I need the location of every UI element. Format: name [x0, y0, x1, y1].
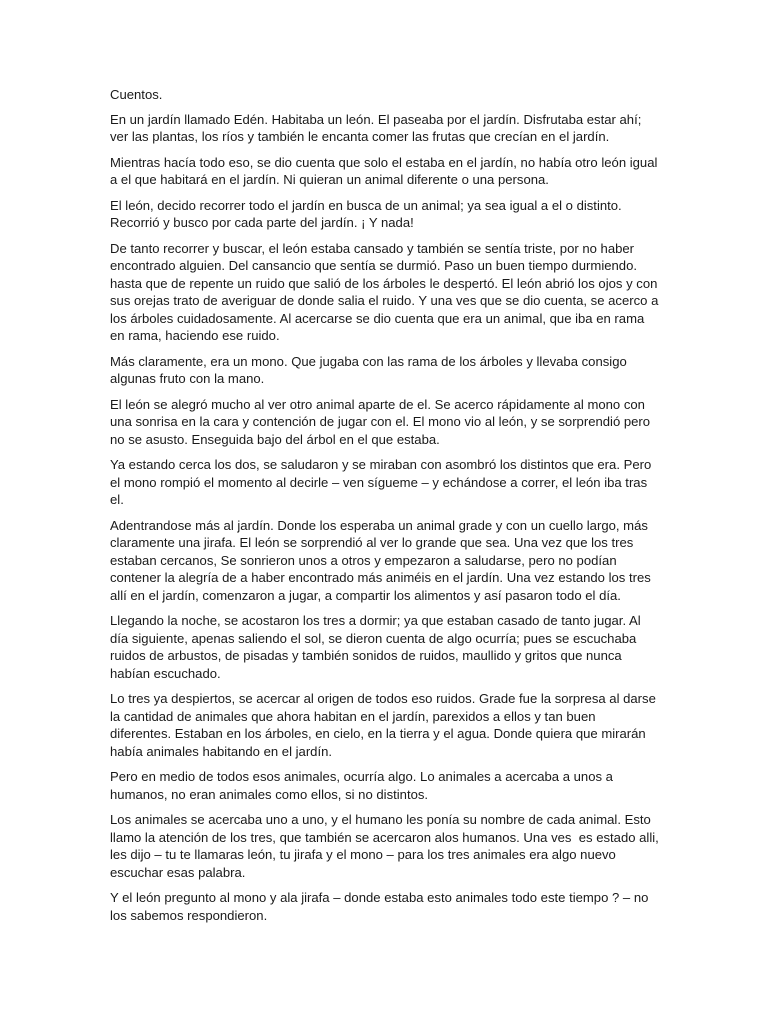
paragraph-1: En un jardín llamado Edén. Habitaba un león. El paseaba por el jardín. Disfrutaba estar ahí; ver las plantas, los ríos y también le encanta comer las frutas que crecían en el jardín.: [110, 111, 645, 144]
paragraph-4: De tanto recorrer y buscar, el león estaba cansado y también se sentía triste, por no haber encontrado alguien. Del cansancio que sentía se durmió. Paso un buen tiempo durmiendo. hasta que de repente un ruido que salió de los árboles le despertó. El león abrió los ojos y con sus orejas trato de averiguar de donde salia el ruido. Y una ves que se dio cuenta, se acerco a los árboles cuidadosamente. Al acercarse se dio cuenta que era un animal, que iba en rama en rama, haciendo ese ruido.: [110, 240, 662, 343]
paragraph-7: Ya estando cerca los dos, se saludaron y se miraban con asombró los distintos que era. Pero el mono rompió el momento al decirle – ven sígueme – y echándose a correr, el león iba tras el.: [110, 457, 655, 507]
paragraph-2: Mientras hacía todo eso, se dio cuenta que solo el estaba en el jardín, no había otro león igual a el que habitará en el jardín. Ni quieran un animal diferente o una persona.: [110, 154, 662, 187]
paragraph-12: Los animales se acercaba uno a uno, y el humano les ponía su nombre de cada animal. Esto llamo la atención de los tres, que también se acercaron alos humanos. Una ves es estado alli, les dijo – tu te llamaras león, tu jirafa y el mono – para los tres animales era algo nuevo escuchar esas palabra.: [110, 812, 663, 880]
paragraph-8: Adentrandose más al jardín. Donde los esperaba un animal grade y con un cuello largo, más claramente una jirafa. El león se sorprendió al ver lo grande que sea. Una vez que los tres estaban cercanos, Se sonrieron unos a otros y empezaron a saludarse, pero no podían contener la alegría de a haber encontrado más animéis en el jardín. Una vez estando los tres allí en el jardín, comenzaron a jugar, a compartir los alimentos y así pasaron todo el día.: [110, 517, 655, 603]
paragraph-10: Lo tres ya despiertos, se acercar al origen de todos eso ruidos. Grade fue la sorpresa al darse la cantidad de animales que ahora habitan en el jardín, parexidos a ellos y tan buen diferentes. Estaban en los árboles, en cielo, en la tierra y el agua. Donde quiera que mirarán había animales habitando en el jardín.: [110, 691, 660, 759]
paragraph-5: Más claramente, era un mono. Que jugaba con las rama de los árboles y llevaba consigo algunas fruto con la mano.: [110, 353, 631, 386]
document-page: [110, 86, 663, 932]
paragraph-11: Pero en medio de todos esos animales, ocurría algo. Lo animales a acercaba a unos a humanos, no eran animales como ellos, si no distintos.: [110, 769, 617, 802]
paragraph-3: El león, decido recorrer todo el jardín en busca de un animal; ya sea igual a el o distinto. Recorrió y busco por cada parte del jardín. ¡ Y nada!: [110, 197, 626, 230]
paragraph-13: Y el león pregunto al mono y ala jirafa – donde estaba esto animales todo este tiempo ? – no los sabemos respondieron.: [110, 890, 653, 923]
paragraph-6: El león se alegró mucho al ver otro animal aparte de el. Se acerco rápidamente al mono con una sonrisa en la cara y contención de jugar con el. El mono vio al león, y se sorprendió pero no se asusto. Enseguida bajo del árbol en el que estaba.: [110, 396, 654, 447]
paragraph-9: Llegando la noche, se acostaron los tres a dormir; ya que estaban casado de tanto jugar. Al día siguiente, apenas saliendo el sol, se dieron cuenta de algo ocurría; pues se escuchaba ruidos de arbustos, de pisadas y también sonidos de ruidos, maullido y gritos que nunca habían escuchado.: [110, 613, 645, 681]
document-title: Cuentos.: [110, 87, 163, 102]
